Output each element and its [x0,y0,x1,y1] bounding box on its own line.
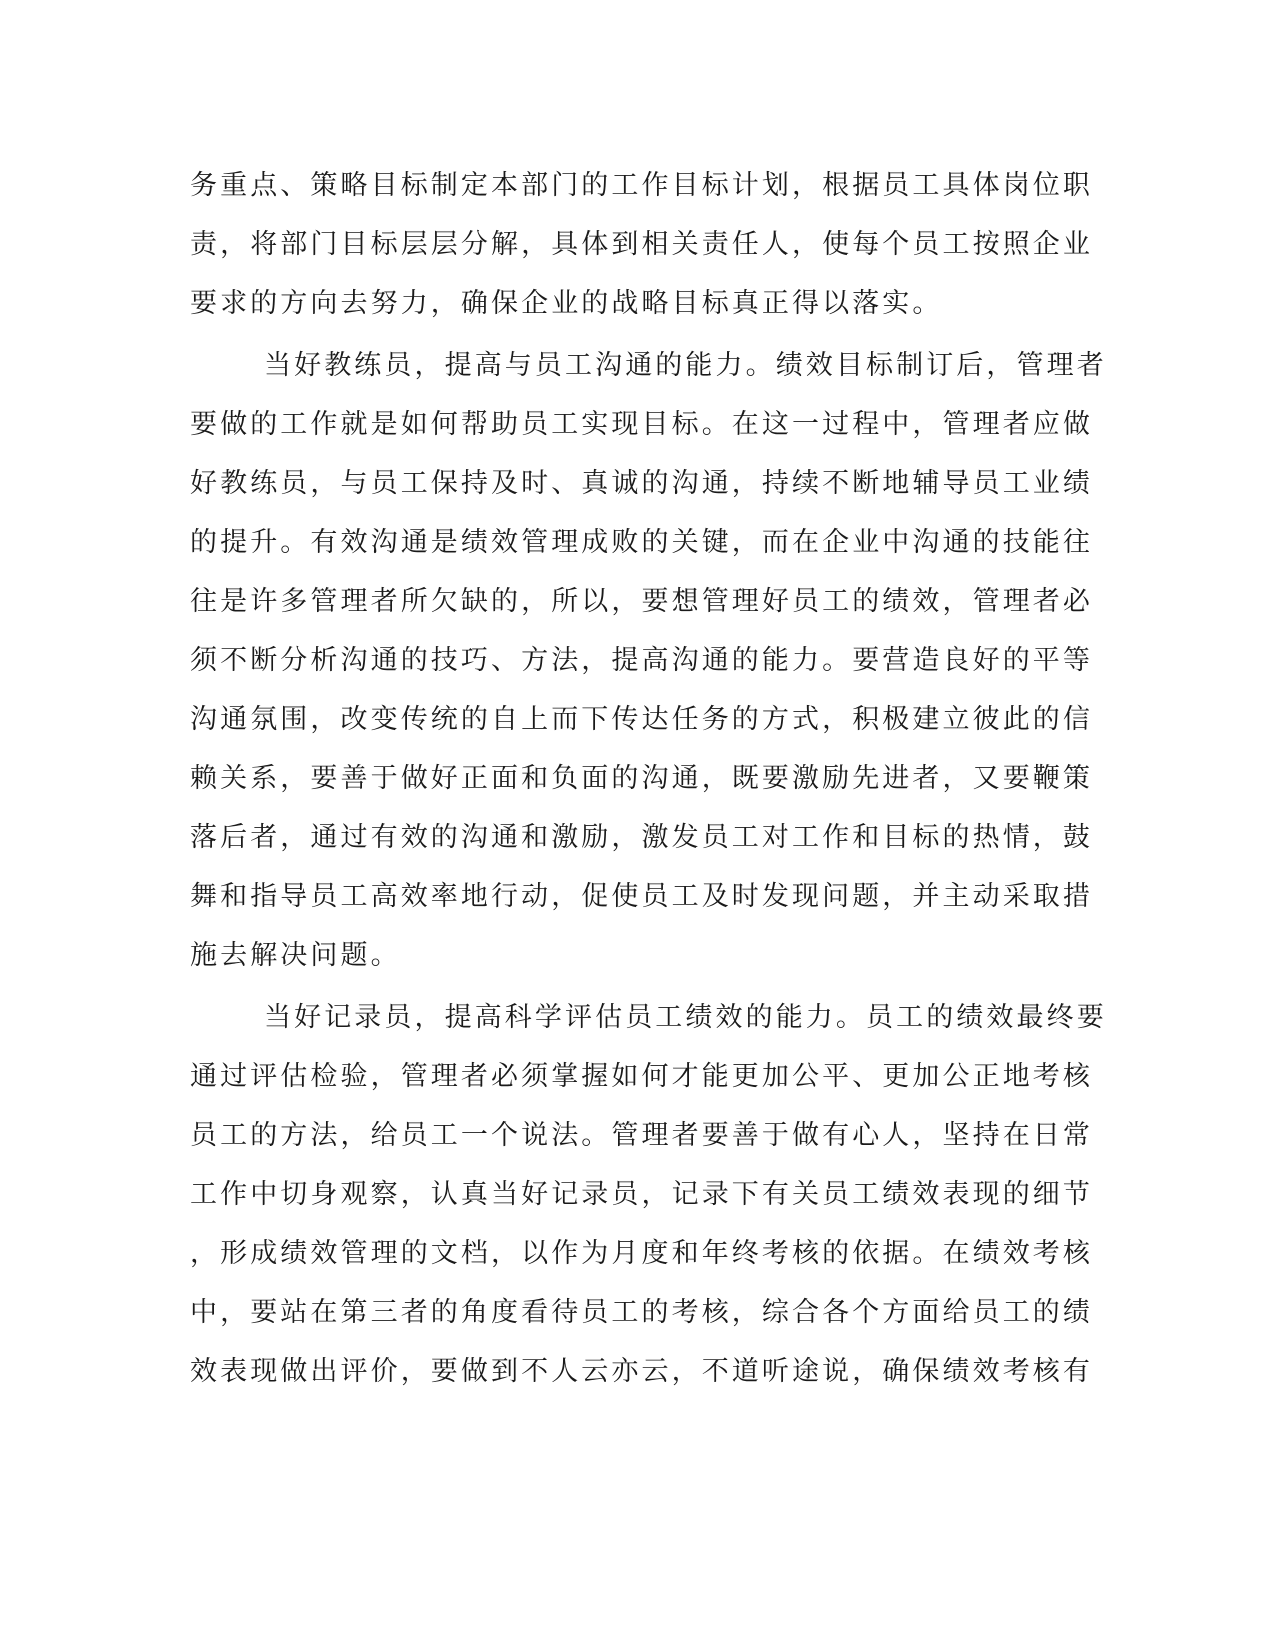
text-line: 施去解决问题。 [190,940,401,971]
text-line: 效表现做出评价，要做到不人云亦云，不道听途说，确保绩效考核有 [190,1356,1093,1387]
text-line: 责，将部门目标层层分解，具体到相关责任人，使每个员工按照企业 [190,229,1093,260]
text-line: 工作中切身观察，认真当好记录员，记录下有关员工绩效表现的细节 [190,1179,1093,1210]
paragraph-start-line: 当好记录员，提高科学评估员工绩效的能力。员工的绩效最终要 [264,1002,1107,1033]
text-line: 中，要站在第三者的角度看待员工的考核，综合各个方面给员工的绩 [190,1297,1093,1328]
text-line: 舞和指导员工高效率地行动，促使员工及时发现问题，并主动采取措 [190,881,1093,912]
text-line: 的提升。有效沟通是绩效管理成败的关键，而在企业中沟通的技能往 [190,527,1093,558]
text-line: 好教练员，与员工保持及时、真诚的沟通，持续不断地辅导员工业绩 [190,468,1093,499]
text-line: 落后者，通过有效的沟通和激励，激发员工对工作和目标的热情，鼓 [190,822,1093,853]
paragraph-start-line: 当好教练员，提高与员工沟通的能力。绩效目标制订后，管理者 [264,350,1107,381]
text-line: 员工的方法，给员工一个说法。管理者要善于做有心人，坚持在日常 [190,1120,1093,1151]
text-line: ，形成绩效管理的文档，以作为月度和年终考核的依据。在绩效考核 [190,1238,1093,1269]
text-line: 务重点、策略目标制定本部门的工作目标计划，根据员工具体岗位职 [190,170,1093,201]
text-line: 赖关系，要善于做好正面和负面的沟通，既要激励先进者，又要鞭策 [190,763,1093,794]
text-line: 须不断分析沟通的技巧、方法，提高沟通的能力。要营造良好的平等 [190,645,1093,676]
text-line: 通过评估检验，管理者必须掌握如何才能更加公平、更加公正地考核 [190,1061,1093,1092]
text-line: 要求的方向去努力，确保企业的战略目标真正得以落实。 [190,288,943,319]
text-line: 往是许多管理者所欠缺的，所以，要想管理好员工的绩效，管理者必 [190,586,1093,617]
text-line: 沟通氛围，改变传统的自上而下传达任务的方式，积极建立彼此的信 [190,704,1093,735]
text-line: 要做的工作就是如何帮助员工实现目标。在这一过程中，管理者应做 [190,409,1093,440]
